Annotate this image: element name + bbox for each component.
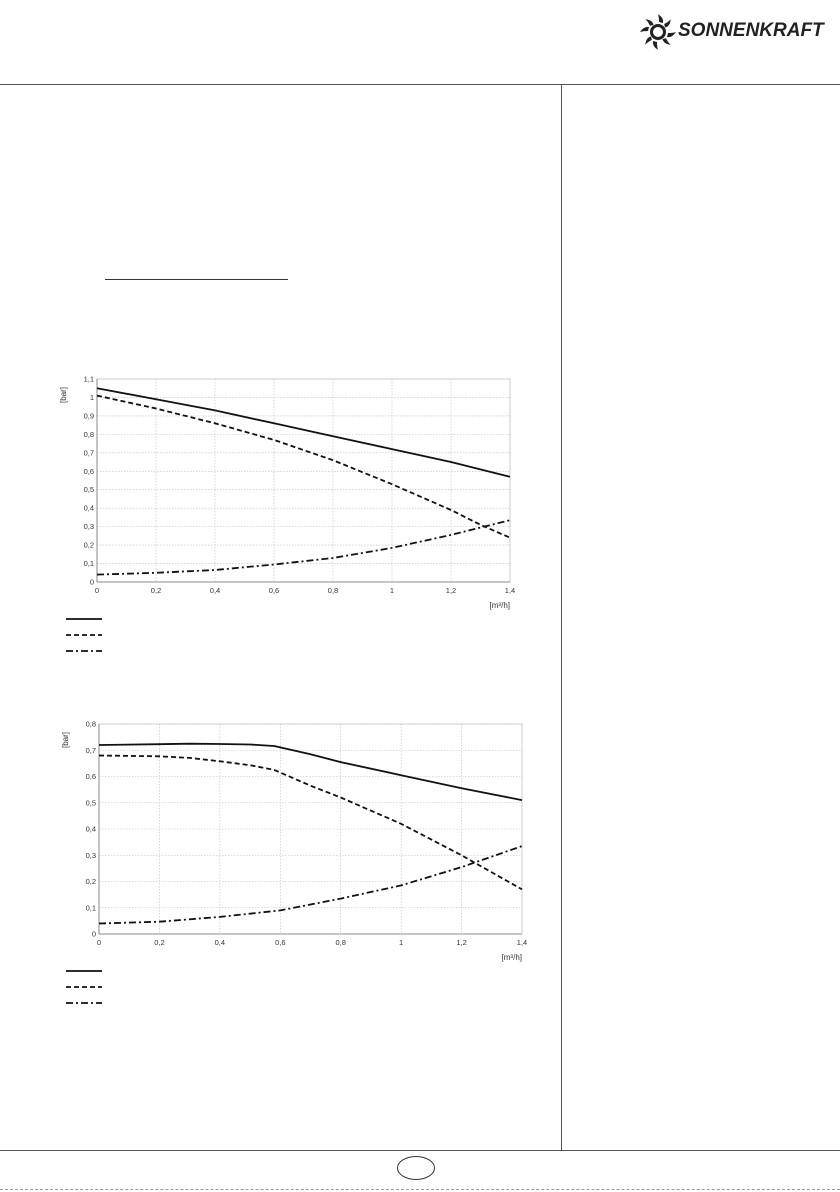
chart1-y-tick-label: 0,5 [83, 485, 94, 495]
chart1-x-tick-label: 0,2 [150, 586, 162, 595]
chart2-y-tick-label: 0,4 [85, 824, 96, 834]
chart1-y-axis-label: [bar] [59, 386, 68, 404]
chart2-x-tick-label: 0,6 [275, 938, 286, 947]
chart1-x-tick-label: 0 [94, 586, 100, 595]
chart2-x-tick-label: 0,2 [154, 938, 165, 947]
page-edge [0, 1189, 840, 1190]
chart2-series-dashed-line [99, 756, 522, 890]
language-badge [397, 1156, 435, 1180]
chart1-x-tick-label: 1,2 [445, 586, 457, 595]
chart1-y-tick-label: 0,1 [83, 559, 94, 569]
chart1-y-tick-label: 0 [89, 577, 94, 587]
chart2-y-axis-label: [bar] [61, 731, 70, 749]
chart2-x-tick-label: 0,8 [335, 938, 346, 947]
chart1-y-tick-label: 0,6 [83, 466, 94, 476]
chart1-x-tick-label: 1,4 [504, 586, 516, 595]
chart1-y-tick-label: 0,2 [83, 540, 94, 550]
chart1-x-tick-label: 0,6 [268, 586, 280, 595]
chart2-x-tick-label: 0,4 [214, 938, 226, 947]
chart2-y-tick-label: 0,5 [85, 798, 96, 808]
chart2-y-tick-label: 0,6 [85, 772, 96, 781]
chart1-y-tick-label: 1,1 [83, 374, 94, 384]
chart1-y-tick-label: 0,4 [83, 503, 94, 513]
chart2-x-tick-label: 0 [96, 938, 102, 947]
chart1-y-tick-label: 0,9 [83, 411, 94, 421]
chart2-x-tick-label: 1,4 [516, 938, 528, 947]
brand-name: SONNENKRAFT [678, 20, 824, 41]
chart2-x-axis-label: [m³/h] [501, 953, 522, 962]
chart2-x-tick-label: 1 [399, 938, 404, 947]
chart2-y-tick-label: 0,7 [85, 745, 96, 755]
chart2-y-tick-label: 0,8 [85, 719, 96, 729]
chart2-x-tick-label: 1,2 [456, 938, 467, 947]
chart2-y-tick-label: 0,2 [85, 877, 96, 886]
chart1-y-tick-label: 0,8 [83, 429, 94, 439]
chart2-series-solid-line [99, 744, 522, 800]
chart2-y-tick-label: 0 [91, 929, 96, 939]
chart2-y-tick-label: 0,1 [85, 903, 96, 913]
chart1-x-tick-label: 1 [389, 586, 395, 595]
chart1-x-tick-label: 0,8 [327, 586, 339, 595]
chart1-y-tick-label: 0,3 [83, 522, 94, 532]
chart1-x-tick-label: 0,4 [209, 586, 221, 595]
chart2-y-tick-label: 0,3 [85, 850, 96, 860]
chart1-y-tick-label: 0,7 [83, 448, 94, 458]
chart1-y-tick-label: 1 [89, 392, 94, 402]
chart1-x-axis-label: [m³/h] [489, 601, 510, 610]
footer-divider [0, 1150, 840, 1151]
chart2-series-dashdot-line [99, 846, 522, 923]
